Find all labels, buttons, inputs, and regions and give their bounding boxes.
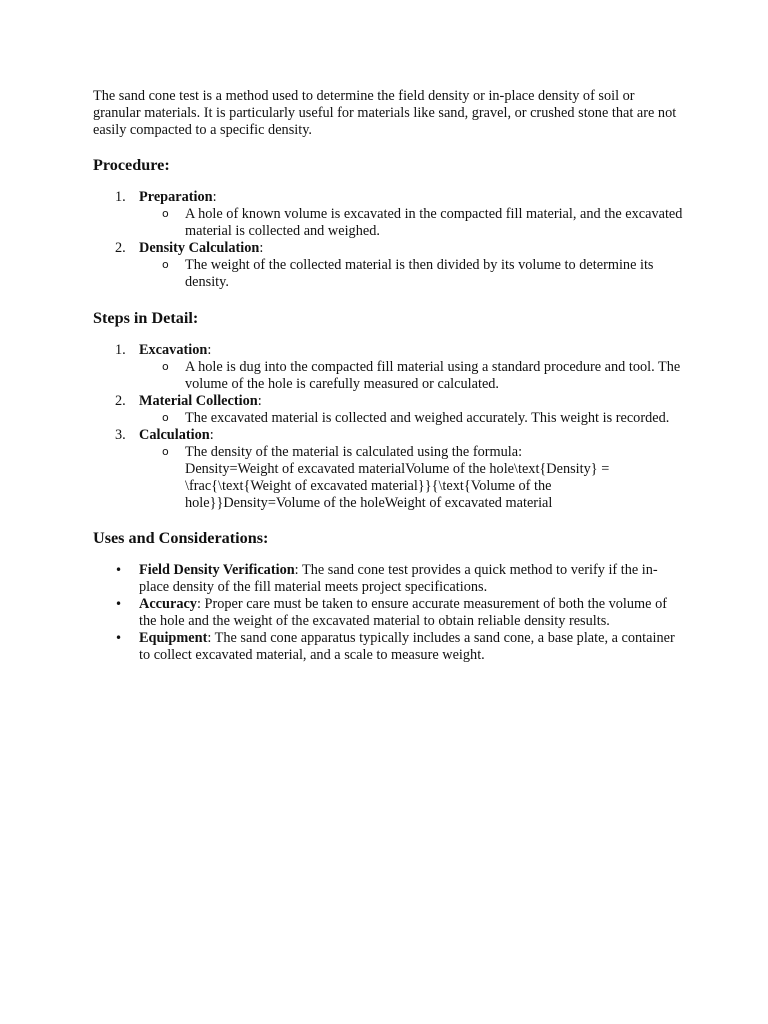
- density-formula: Density=Weight of excavated materialVolume of the hole\text{Density} = \frac{\text{Weight of excavated material}}{\text{Volume of the hole}}Density=Volume of the holeWeight of excavated material: [185, 461, 610, 511]
- list-number: 1.: [115, 189, 126, 205]
- uses-item: [93, 562, 683, 596]
- list-number: 1.: [115, 342, 126, 358]
- item-text: : The sand cone apparatus typically includes a sand cone, a base plate, a container to collect excavated material, and a scale to measure weight.: [139, 630, 675, 663]
- step-item: [93, 342, 683, 393]
- sub-bullet-icon: o: [162, 411, 169, 424]
- item-text: : The sand cone test provides a quick method to verify if the in-place density of the fill material meets project specifications.: [139, 562, 658, 595]
- item-detail: The density of the material is calculated using the formula:: [185, 444, 523, 460]
- sub-list: [139, 257, 683, 291]
- uses-item: [93, 630, 683, 664]
- procedure-item: [93, 189, 683, 240]
- sub-bullet-icon: o: [162, 445, 169, 458]
- item-title: Field Density Verification: [139, 562, 295, 578]
- item-title: Accuracy: [139, 596, 197, 612]
- step-item: [93, 393, 683, 427]
- sub-list-item: [139, 257, 683, 291]
- sub-list: [139, 206, 683, 240]
- list-number: 2.: [115, 240, 126, 256]
- uses-heading: Uses and Considerations:: [93, 529, 269, 547]
- item-title: Excavation: [139, 342, 208, 358]
- steps-in-detail-heading: Steps in Detail:: [93, 309, 199, 327]
- sub-list: [139, 444, 683, 512]
- sub-list: [139, 410, 683, 427]
- uses-item: [93, 596, 683, 630]
- item-detail: A hole is dug into the compacted fill material using a standard procedure and tool. The volume of the hole is carefully measured or calculated.: [185, 359, 681, 392]
- bullet-icon: •: [115, 631, 123, 645]
- item-title: Calculation: [139, 427, 210, 443]
- item-title: Material Collection: [139, 393, 258, 409]
- list-number: 3.: [115, 427, 126, 443]
- item-title: Equipment: [139, 630, 208, 646]
- item-detail: The weight of the collected material is then divided by its volume to determine its density.: [185, 257, 654, 290]
- procedure-item: [93, 240, 683, 291]
- intro-paragraph: The sand cone test is a method used to determine the field density or in-place density of soil or granular materials. It is particularly useful for materials like sand, gravel, or crushed stone that are not easily compacted to a specific density.: [93, 88, 677, 138]
- procedure-heading: Procedure:: [93, 156, 170, 174]
- item-colon: :: [257, 393, 262, 409]
- item-colon: :: [259, 240, 264, 256]
- item-detail: A hole of known volume is excavated in the compacted fill material, and the excavated material is collected and weighed.: [185, 206, 683, 239]
- sub-list-item: [139, 359, 683, 393]
- uses-list: [93, 562, 683, 664]
- procedure-list: [93, 189, 683, 291]
- document-page: [93, 88, 683, 664]
- steps-in-detail-list: [93, 342, 683, 512]
- item-colon: :: [212, 189, 217, 205]
- sub-list-item: [139, 444, 683, 512]
- item-title: Density Calculation: [139, 240, 260, 256]
- sub-list-item: [139, 206, 683, 240]
- bullet-icon: •: [115, 597, 123, 611]
- step-item: [93, 427, 683, 512]
- sub-list: [139, 359, 683, 393]
- sub-list-item: [139, 410, 683, 427]
- sub-bullet-icon: o: [162, 207, 169, 220]
- sub-bullet-icon: o: [162, 360, 169, 373]
- item-title: Preparation: [139, 189, 213, 205]
- item-colon: :: [207, 342, 212, 358]
- list-number: 2.: [115, 393, 126, 409]
- item-colon: :: [209, 427, 214, 443]
- item-text: : Proper care must be taken to ensure accurate measurement of both the volume of the hole and the weight of the excavated material to obtain reliable density results.: [139, 596, 667, 629]
- bullet-icon: •: [115, 563, 123, 577]
- item-detail: The excavated material is collected and weighed accurately. This weight is recorded.: [185, 410, 670, 426]
- sub-bullet-icon: o: [162, 258, 169, 271]
